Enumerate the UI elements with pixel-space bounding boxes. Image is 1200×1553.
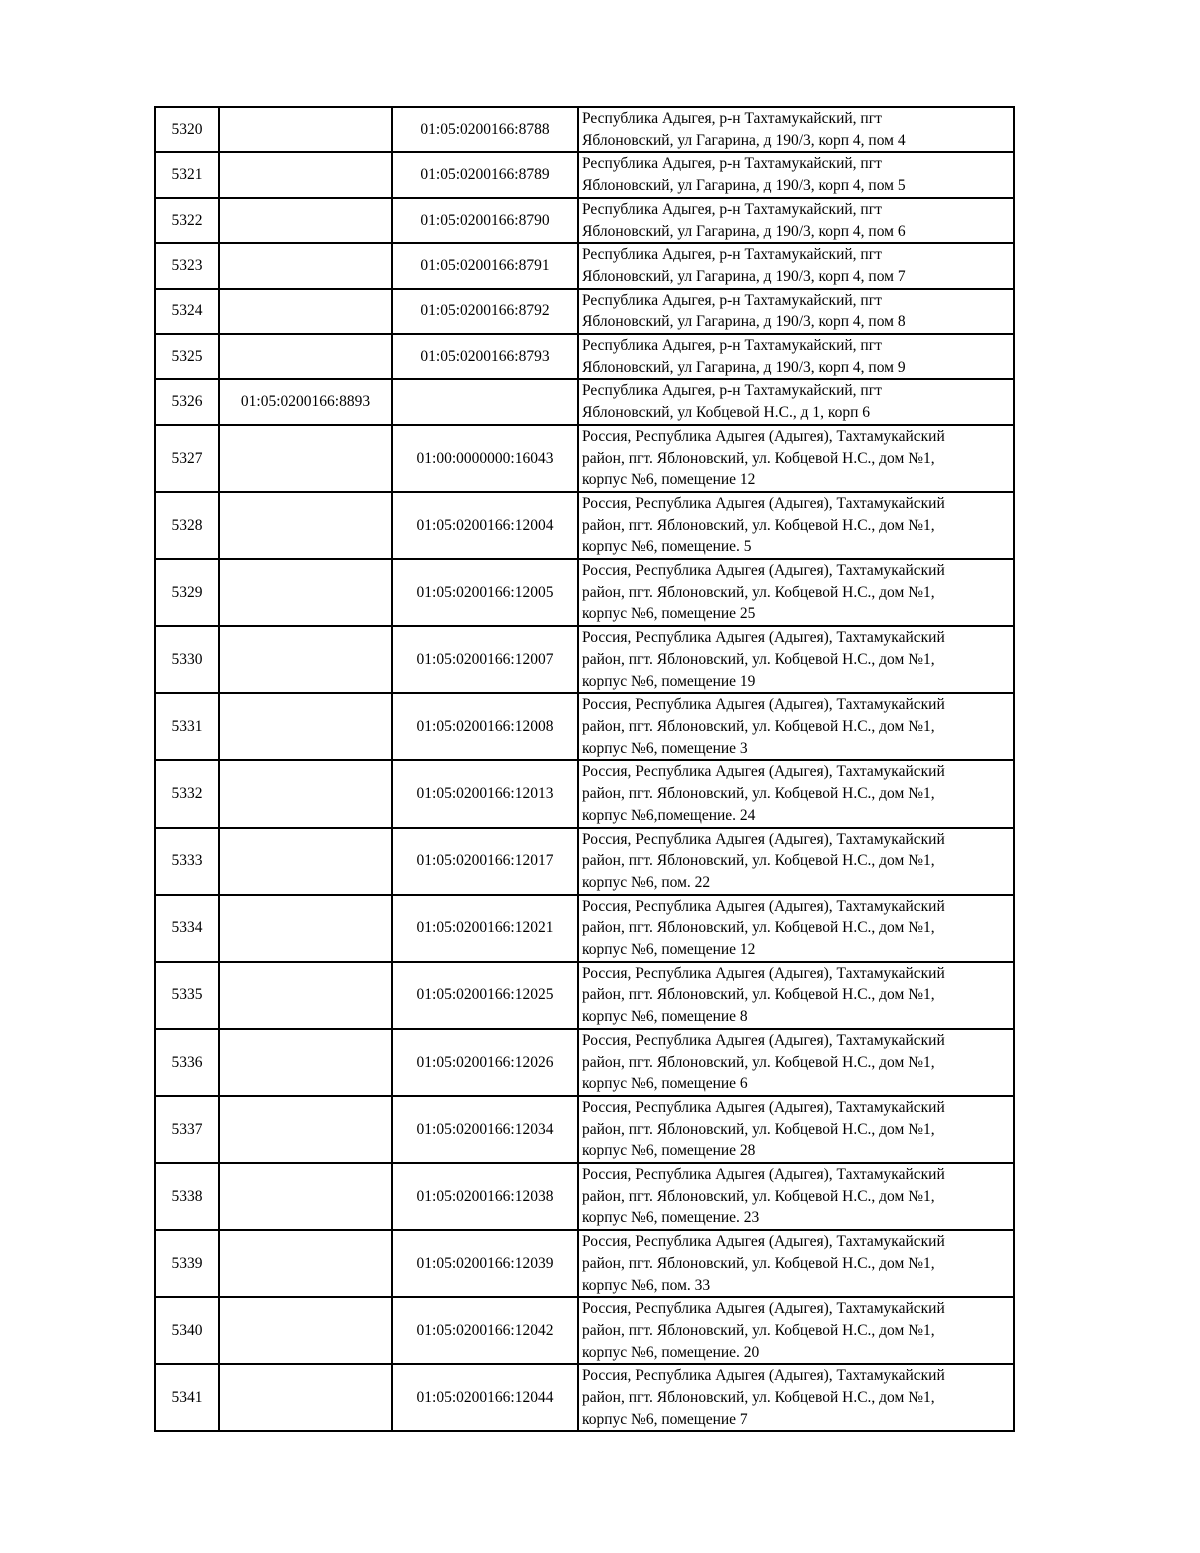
address-line: Россия, Республика Адыгея (Адыгея), Тахтамукайский [582,897,945,915]
address-line: район, пгт. Яблоновский, ул. Кобцевой Н.С., дом №1, [582,919,935,937]
parent-cadastral-cell [219,107,392,152]
address-line: корпус №6, помещение. 5 [582,538,752,556]
row-number-cell: 5341 [155,1364,219,1431]
cadastral-number-cell: 01:05:0200166:12007 [392,626,578,693]
address-line: Россия, Республика Адыгея (Адыгея), Тахтамукайский [582,1098,945,1116]
row-number-cell: 5339 [155,1230,219,1297]
row-number-cell: 5337 [155,1096,219,1163]
table-row [155,425,1014,492]
address-cell [578,379,1014,424]
address-line: Республика Адыгея, р-н Тахтамукайский, пгт [582,246,882,264]
row-number-cell: 5324 [155,289,219,334]
address-cell [578,425,1014,492]
parent-cadastral-cell [219,1029,392,1096]
address-line: корпус №6, пом. 22 [582,873,711,891]
table-row [155,1096,1014,1163]
parent-cadastral-cell [219,1096,392,1163]
row-number-cell: 5340 [155,1297,219,1364]
address-line: Россия, Республика Адыгея (Адыгея), Тахтамукайский [582,1166,945,1184]
address-line: Россия, Республика Адыгея (Адыгея), Тахтамукайский [582,763,945,781]
cadastral-number-cell [392,379,578,424]
address-line: корпус №6, помещение. 20 [582,1343,760,1361]
address-line: район, пгт. Яблоновский, ул. Кобцевой Н.С., дом №1, [582,986,935,1004]
address-cell [578,1163,1014,1230]
address-cell [578,693,1014,760]
address-line: Россия, Республика Адыгея (Адыгея), Тахтамукайский [582,1300,945,1318]
cadastral-number-cell: 01:05:0200166:12005 [392,559,578,626]
address-line: район, пгт. Яблоновский, ул. Кобцевой Н.С., дом №1, [582,650,935,668]
table-row [155,289,1014,334]
address-line: корпус №6,помещение. 24 [582,806,756,824]
parent-cadastral-cell [219,828,392,895]
table-row [155,626,1014,693]
row-number-cell: 5331 [155,693,219,760]
table-row [155,962,1014,1029]
address-line: Россия, Республика Адыгея (Адыгея), Тахтамукайский [582,427,945,445]
address-cell [578,334,1014,379]
address-cell [578,895,1014,962]
address-line: Республика Адыгея, р-н Тахтамукайский, пгт [582,382,882,400]
table-row [155,1230,1014,1297]
address-line: Россия, Республика Адыгея (Адыгея), Тахтамукайский [582,1031,945,1049]
cadastral-number-cell: 01:05:0200166:8792 [392,289,578,334]
address-line: Республика Адыгея, р-н Тахтамукайский, пгт [582,200,882,218]
address-line: район, пгт. Яблоновский, ул. Кобцевой Н.С., дом №1, [582,1321,935,1339]
row-number-cell: 5329 [155,559,219,626]
address-line: Республика Адыгея, р-н Тахтамукайский, пгт [582,291,882,309]
row-number-cell: 5335 [155,962,219,1029]
cadastral-number-cell: 01:05:0200166:12038 [392,1163,578,1230]
parent-cadastral-cell [219,1163,392,1230]
address-cell [578,198,1014,243]
address-line: Россия, Республика Адыгея (Адыгея), Тахтамукайский [582,830,945,848]
address-line: корпус №6, помещение 6 [582,1075,748,1093]
address-line: Россия, Республика Адыгея (Адыгея), Тахтамукайский [582,696,945,714]
parent-cadastral-cell [219,243,392,288]
address-cell [578,492,1014,559]
table-row [155,152,1014,197]
cadastral-number-cell: 01:05:0200166:12039 [392,1230,578,1297]
address-cell [578,152,1014,197]
address-cell [578,1096,1014,1163]
cadastral-number-cell: 01:05:0200166:12004 [392,492,578,559]
address-line: район, пгт. Яблоновский, ул. Кобцевой Н.С., дом №1, [582,1053,935,1071]
address-line: корпус №6, помещение 12 [582,471,756,489]
parent-cadastral-cell [219,1230,392,1297]
table-row [155,1029,1014,1096]
cadastral-number-cell: 01:05:0200166:8791 [392,243,578,288]
address-line: Яблоновский, ул Гагарина, д 190/3, корп 4, пом 4 [582,131,906,149]
address-line: район, пгт. Яблоновский, ул. Кобцевой Н.С., дом №1, [582,583,935,601]
cadastral-number-cell: 01:05:0200166:12021 [392,895,578,962]
parent-cadastral-cell: 01:05:0200166:8893 [219,379,392,424]
address-cell [578,1230,1014,1297]
address-cell [578,626,1014,693]
cadastral-number-cell: 01:05:0200166:12025 [392,962,578,1029]
table-row [155,1364,1014,1431]
cadastral-number-cell: 01:05:0200166:12034 [392,1096,578,1163]
cadastral-number-cell: 01:05:0200166:8788 [392,107,578,152]
address-line: район, пгт. Яблоновский, ул. Кобцевой Н.С., дом №1, [582,717,935,735]
cadastral-number-cell: 01:05:0200166:8790 [392,198,578,243]
address-line: район, пгт. Яблоновский, ул. Кобцевой Н.С., дом №1, [582,449,935,467]
address-line: Россия, Республика Адыгея (Адыгея), Тахтамукайский [582,629,945,647]
parent-cadastral-cell [219,1297,392,1364]
address-line: Яблоновский, ул Гагарина, д 190/3, корп 4, пом 7 [582,267,906,285]
row-number-cell: 5327 [155,425,219,492]
address-cell [578,107,1014,152]
table-row [155,828,1014,895]
row-number-cell: 5325 [155,334,219,379]
address-line: Россия, Республика Адыгея (Адыгея), Тахтамукайский [582,1367,945,1385]
row-number-cell: 5338 [155,1163,219,1230]
parent-cadastral-cell [219,425,392,492]
cadastral-number-cell: 01:05:0200166:12008 [392,693,578,760]
table-row [155,895,1014,962]
address-line: Яблоновский, ул Гагарина, д 190/3, корп 4, пом 5 [582,177,906,195]
row-number-cell: 5334 [155,895,219,962]
address-line: Яблоновский, ул Кобцевой Н.С., д 1, корп 6 [582,404,870,422]
address-line: Республика Адыгея, р-н Тахтамукайский, пгт [582,337,882,355]
address-cell [578,1297,1014,1364]
table-row [155,693,1014,760]
address-line: корпус №6, помещение 8 [582,1008,748,1026]
address-line: район, пгт. Яблоновский, ул. Кобцевой Н.С., дом №1, [582,516,935,534]
cadastral-number-cell: 01:05:0200166:12013 [392,760,578,827]
table-row [155,1297,1014,1364]
row-number-cell: 5320 [155,107,219,152]
address-line: корпус №6, помещение 7 [582,1410,748,1428]
address-line: район, пгт. Яблоновский, ул. Кобцевой Н.С., дом №1, [582,785,935,803]
table-row [155,334,1014,379]
address-cell [578,1029,1014,1096]
row-number-cell: 5323 [155,243,219,288]
parent-cadastral-cell [219,1364,392,1431]
row-number-cell: 5336 [155,1029,219,1096]
row-number-cell: 5333 [155,828,219,895]
address-line: район, пгт. Яблоновский, ул. Кобцевой Н.С., дом №1, [582,1120,935,1138]
row-number-cell: 5321 [155,152,219,197]
address-cell [578,243,1014,288]
row-number-cell: 5332 [155,760,219,827]
table-row [155,559,1014,626]
address-line: район, пгт. Яблоновский, ул. Кобцевой Н.С., дом №1, [582,1254,935,1272]
row-number-cell: 5330 [155,626,219,693]
cadastral-number-cell: 01:05:0200166:8793 [392,334,578,379]
table-row [155,198,1014,243]
parent-cadastral-cell [219,559,392,626]
address-line: корпус №6, помещение 12 [582,941,756,959]
table-row [155,492,1014,559]
address-line: Яблоновский, ул Гагарина, д 190/3, корп 4, пом 8 [582,313,906,331]
address-cell [578,289,1014,334]
address-cell [578,559,1014,626]
cadastral-number-cell: 01:05:0200166:12044 [392,1364,578,1431]
parent-cadastral-cell [219,152,392,197]
address-cell [578,760,1014,827]
row-number-cell: 5322 [155,198,219,243]
parent-cadastral-cell [219,626,392,693]
table-row [155,1163,1014,1230]
cadastral-number-cell: 01:00:0000000:16043 [392,425,578,492]
table-row [155,107,1014,152]
address-line: Яблоновский, ул Гагарина, д 190/3, корп 4, пом 6 [582,222,906,240]
address-line: корпус №6, помещение 25 [582,605,756,623]
address-line: Россия, Республика Адыгея (Адыгея), Тахтамукайский [582,964,945,982]
parent-cadastral-cell [219,198,392,243]
address-line: Россия, Республика Адыгея (Адыгея), Тахтамукайский [582,494,945,512]
cadastral-number-cell: 01:05:0200166:8789 [392,152,578,197]
address-line: район, пгт. Яблоновский, ул. Кобцевой Н.С., дом №1, [582,852,935,870]
address-line: Республика Адыгея, р-н Тахтамукайский, пгт [582,110,882,127]
address-line: корпус №6, помещение 19 [582,672,756,690]
address-line: район, пгт. Яблоновский, ул. Кобцевой Н.С., дом №1, [582,1389,935,1407]
table-row [155,243,1014,288]
table-row [155,379,1014,424]
parent-cadastral-cell [219,334,392,379]
address-cell [578,1364,1014,1431]
address-line: корпус №6, пом. 33 [582,1276,711,1294]
address-line: корпус №6, помещение 28 [582,1142,756,1160]
table-row [155,760,1014,827]
address-line: Яблоновский, ул Гагарина, д 190/3, корп 4, пом 9 [582,358,906,376]
parent-cadastral-cell [219,962,392,1029]
address-cell [578,828,1014,895]
registry-table [154,106,1015,1432]
parent-cadastral-cell [219,760,392,827]
parent-cadastral-cell [219,693,392,760]
address-line: Россия, Республика Адыгея (Адыгея), Тахтамукайский [582,1233,945,1251]
address-line: район, пгт. Яблоновский, ул. Кобцевой Н.С., дом №1, [582,1187,935,1205]
registry-table-body [155,107,1014,1431]
row-number-cell: 5326 [155,379,219,424]
cadastral-number-cell: 01:05:0200166:12017 [392,828,578,895]
address-line: Республика Адыгея, р-н Тахтамукайский, пгт [582,155,882,173]
address-line: корпус №6, помещение 3 [582,739,748,757]
cadastral-number-cell: 01:05:0200166:12042 [392,1297,578,1364]
row-number-cell: 5328 [155,492,219,559]
parent-cadastral-cell [219,895,392,962]
parent-cadastral-cell [219,289,392,334]
address-line: Россия, Республика Адыгея (Адыгея), Тахтамукайский [582,562,945,580]
address-line: корпус №6, помещение. 23 [582,1209,760,1227]
parent-cadastral-cell [219,492,392,559]
address-cell [578,962,1014,1029]
cadastral-number-cell: 01:05:0200166:12026 [392,1029,578,1096]
